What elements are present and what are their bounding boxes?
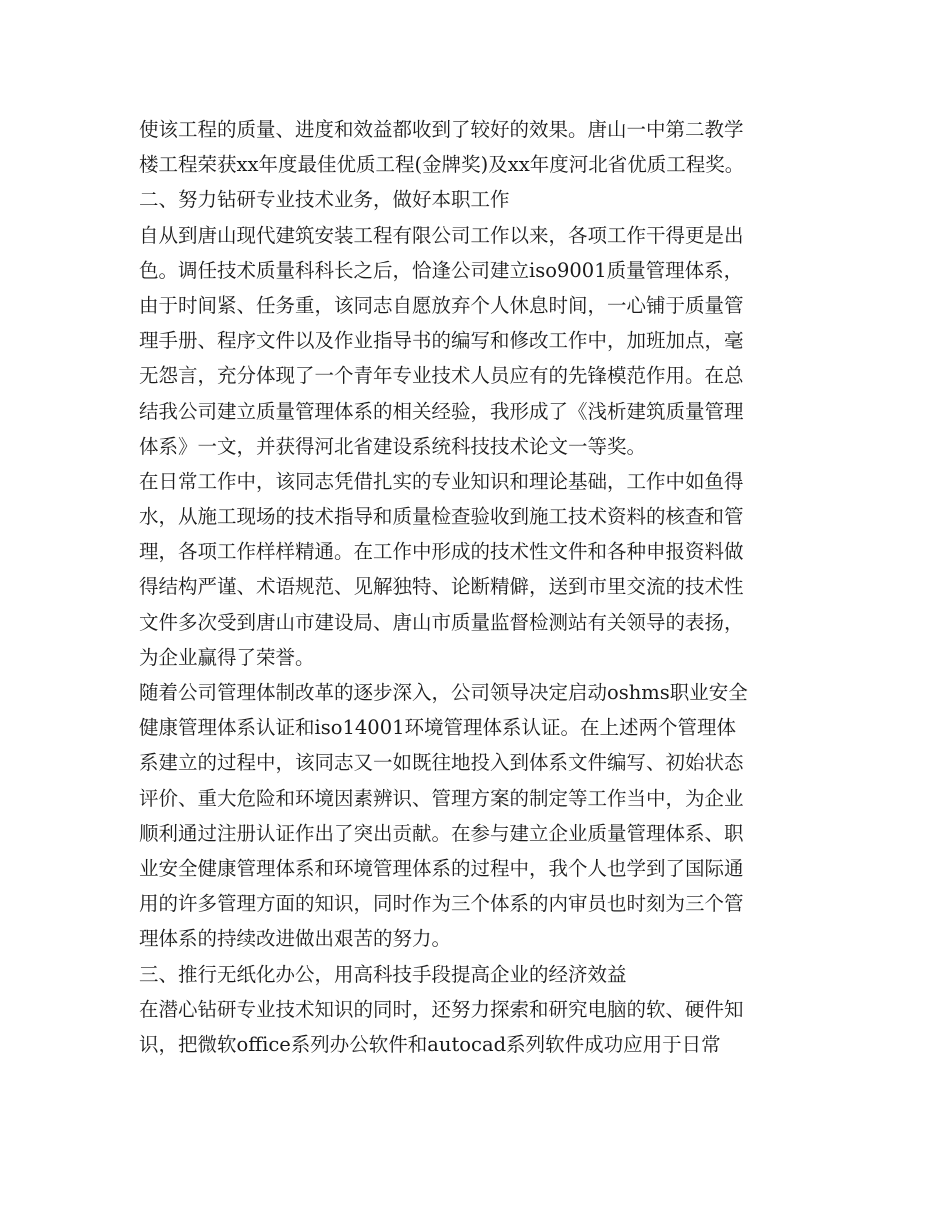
text-line-21: 顺利通过注册认证作出了突出贡献。在参与建立企业质量管理体系、职 — [139, 821, 744, 845]
text-line-13: 理，各项工作样样精通。在工作中形成的技术性文件和各种申报资料做 — [139, 540, 744, 564]
text-line-26: 在潜心钻研专业技术知识的同时，还努力探索和研究电脑的软、硬件知 — [139, 997, 744, 1021]
text-line-10: 体系》一文，并获得河北省建设系统科技技术论文一等奖。 — [139, 434, 647, 458]
text-line-18: 健康管理体系认证和iso14001环境管理体系认证。在上述两个管理体 — [139, 716, 737, 740]
text-line-17: 随着公司管理体制改革的逐步深入，公司领导决定启动oshms职业安全 — [139, 681, 748, 704]
text-line-8: 无怨言，充分体现了一个青年专业技术人员应有的先锋模范作用。在总 — [139, 364, 744, 388]
text-line-20: 评价、重大危险和环境因素辨识、管理方案的制定等工作当中，为企业 — [139, 786, 744, 810]
text-line-23: 用的许多管理方面的知识，同时作为三个体系的内审员也时刻为三个管 — [139, 892, 744, 916]
text-line-7: 理手册、程序文件以及作业指导书的编写和修改工作中，加班加点，毫 — [139, 329, 744, 353]
text-line-14: 得结构严谨、术语规范、见解独特、论断精僻，送到市里交流的技术性 — [139, 575, 744, 599]
text-line-9: 结我公司建立质量管理体系的相关经验，我形成了《浅析建筑质量管理 — [139, 399, 744, 423]
section-heading-2: 二、努力钻研专业技术业务，做好本职工作 — [139, 188, 510, 212]
text-line-2: 楼工程荣获xx年度最佳优质工程(金牌奖)及xx年度河北省优质工程奖。 — [139, 153, 745, 177]
text-line-4: 自从到唐山现代建筑安装工程有限公司工作以来，各项工作干得更是出 — [139, 223, 744, 247]
text-line-19: 系建立的过程中，该同志又一如既往地投入到体系文件编写、初始状态 — [139, 751, 744, 775]
text-line-15: 文件多次受到唐山市建设局、唐山市质量监督检测站有关领导的表扬， — [139, 610, 744, 634]
section-heading-3: 三、推行无纸化办公，用高科技手段提高企业的经济效益 — [139, 962, 627, 986]
text-line-12: 水，从施工现场的技术指导和质量检查验收到施工技术资料的核查和管 — [139, 505, 744, 529]
text-line-5: 色。调任技术质量科科长之后，恰逢公司建立iso9001质量管理体系， — [139, 258, 744, 282]
document-body — [139, 112, 819, 1062]
text-line-27: 识，把微软office系列办公软件和autocad系列软件成功应用于日常 — [139, 1032, 721, 1056]
text-line-16: 为企业赢得了荣誉。 — [139, 645, 315, 669]
text-line-22: 业安全健康管理体系和环境管理体系的过程中，我个人也学到了国际通 — [139, 856, 744, 880]
text-line-11: 在日常工作中，该同志凭借扎实的专业知识和理论基础，工作中如鱼得 — [139, 469, 744, 493]
text-line-6: 由于时间紧、任务重，该同志自愿放弃个人休息时间，一心铺于质量管 — [139, 293, 744, 317]
text-line-24: 理体系的持续改进做出艰苦的努力。 — [139, 927, 452, 951]
text-line-1: 使该工程的质量、进度和效益都收到了较好的效果。唐山一中第二教学 — [139, 118, 744, 141]
